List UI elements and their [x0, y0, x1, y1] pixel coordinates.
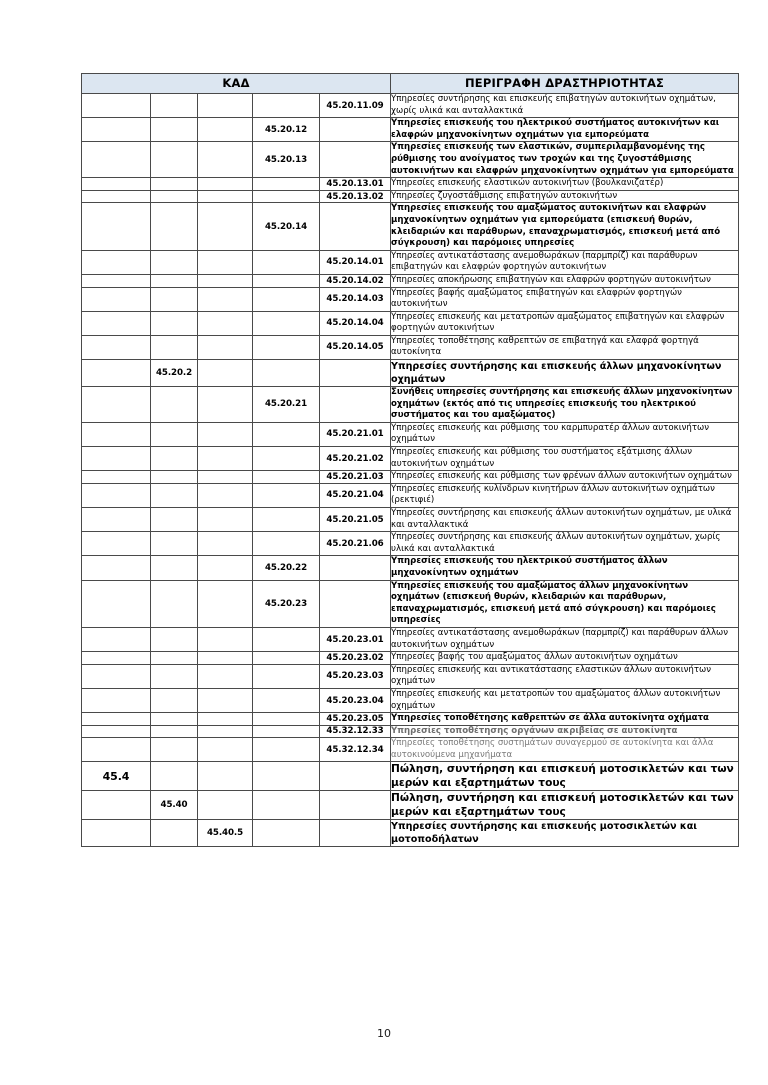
cell-kad-level-4: [253, 483, 320, 507]
cell-kad-level-2: [151, 483, 198, 507]
cell-kad-level-1: [82, 360, 151, 387]
cell-kad-level-5: 45.20.14.01: [320, 250, 391, 274]
cell-kad-level-3: [198, 508, 253, 532]
cell-activity-description: Υπηρεσίες τοποθέτησης καθρεπτών σε άλλα αυτοκίνητα οχήματα: [391, 713, 739, 726]
cell-kad-level-5: 45.20.14.02: [320, 274, 391, 287]
cell-kad-level-4: 45.20.14: [253, 203, 320, 250]
cell-kad-level-1: [82, 713, 151, 726]
cell-kad-level-3: [198, 713, 253, 726]
cell-kad-level-2: [151, 762, 198, 791]
cell-kad-level-4: [253, 422, 320, 446]
cell-kad-level-1: [82, 820, 151, 847]
table-row: [82, 142, 739, 178]
cell-kad-level-5: 45.20.21.04: [320, 483, 391, 507]
cell-kad-level-5: [320, 387, 391, 423]
cell-activity-description: Υπηρεσίες βαφής αμαξώματος επιβατηγών και ελαφρών φορτηγών αυτοκινήτων: [391, 287, 739, 311]
cell-activity-description: Πώληση, συντήρηση και επισκευή μοτοσικλετών και των μερών και εξαρτημάτων τους: [391, 791, 739, 820]
cell-kad-level-5: 45.20.21.06: [320, 532, 391, 556]
cell-kad-level-4: [253, 713, 320, 726]
table-row: [82, 791, 739, 820]
cell-activity-description: Υπηρεσίες επισκευής και μετατροπών αμαξώματος επιβατηγών και ελαφρών φορτηγών αυτοκινήτων: [391, 311, 739, 335]
cell-activity-description: Συνήθεις υπηρεσίες συντήρησης και επισκευής άλλων μηχανοκίνητων οχημάτων (εκτός από τις υπηρεσίες επισκευής του ηλεκτρικού συστήματος και του αμαξώματος): [391, 387, 739, 423]
cell-kad-level-4: [253, 820, 320, 847]
table-row: [82, 190, 739, 203]
cell-kad-level-2: [151, 274, 198, 287]
cell-kad-level-3: [198, 335, 253, 359]
cell-kad-level-1: [82, 190, 151, 203]
cell-kad-level-4: [253, 652, 320, 665]
cell-kad-level-1: [82, 627, 151, 651]
table-row: [82, 94, 739, 118]
cell-kad-level-4: [253, 94, 320, 118]
cell-kad-level-3: [198, 762, 253, 791]
cell-kad-level-1: [82, 118, 151, 142]
table-header-row: [82, 74, 739, 94]
table-row: [82, 627, 739, 651]
cell-kad-level-3: [198, 190, 253, 203]
cell-activity-description: Υπηρεσίες επισκευής και αντικατάστασης ελαστικών άλλων αυτοκινήτων οχημάτων: [391, 664, 739, 688]
cell-activity-description: Υπηρεσίες επισκευής του ηλεκτρικού συστήματος άλλων μηχανοκίνητων οχημάτων: [391, 556, 739, 580]
cell-kad-level-3: [198, 447, 253, 471]
cell-kad-level-4: 45.20.12: [253, 118, 320, 142]
cell-kad-level-4: [253, 762, 320, 791]
cell-activity-description: Πώληση, συντήρηση και επισκευή μοτοσικλετών και των μερών και εξαρτημάτων τους: [391, 762, 739, 791]
cell-kad-level-4: 45.20.23: [253, 580, 320, 627]
table-row: [82, 311, 739, 335]
cell-kad-level-2: [151, 688, 198, 712]
cell-kad-level-2: [151, 250, 198, 274]
cell-kad-level-2: [151, 311, 198, 335]
cell-activity-description: Υπηρεσίες επισκευής ελαστικών αυτοκινήτων (βουλκανιζατέρ): [391, 178, 739, 191]
cell-kad-level-1: 45.4: [82, 762, 151, 791]
table-row: [82, 556, 739, 580]
cell-kad-level-3: [198, 287, 253, 311]
cell-kad-level-4: [253, 311, 320, 335]
cell-kad-level-1: [82, 387, 151, 423]
table-row: [82, 274, 739, 287]
cell-kad-level-2: [151, 178, 198, 191]
cell-kad-level-5: [320, 360, 391, 387]
cell-kad-level-5: [320, 820, 391, 847]
cell-kad-level-3: [198, 471, 253, 484]
table-row: [82, 422, 739, 446]
table-row: [82, 471, 739, 484]
cell-kad-level-4: [253, 250, 320, 274]
cell-kad-level-1: [82, 142, 151, 178]
cell-kad-level-4: [253, 508, 320, 532]
table-row: [82, 287, 739, 311]
cell-activity-description: Υπηρεσίες επισκευής και ρύθμισης του συστήματος εξάτμισης άλλων αυτοκινήτων οχημάτων: [391, 447, 739, 471]
table-row: [82, 360, 739, 387]
cell-kad-level-1: [82, 532, 151, 556]
cell-activity-description: Υπηρεσίες επισκευής και μετατροπών του αμαξώματος άλλων αυτοκινήτων οχημάτων: [391, 688, 739, 712]
cell-kad-level-4: [253, 360, 320, 387]
cell-kad-level-3: [198, 738, 253, 762]
cell-kad-level-1: [82, 580, 151, 627]
cell-kad-level-1: [82, 652, 151, 665]
cell-kad-level-5: 45.20.21.01: [320, 422, 391, 446]
cell-kad-level-4: [253, 532, 320, 556]
table-row: [82, 335, 739, 359]
table-row: [82, 688, 739, 712]
cell-kad-level-1: [82, 447, 151, 471]
cell-activity-description: Υπηρεσίες βαφής του αμαξώματος άλλων αυτοκινήτων οχημάτων: [391, 652, 739, 665]
cell-kad-level-2: [151, 725, 198, 738]
cell-kad-level-4: [253, 287, 320, 311]
cell-kad-level-5: 45.20.13.01: [320, 178, 391, 191]
cell-kad-level-4: 45.20.22: [253, 556, 320, 580]
cell-kad-level-2: [151, 508, 198, 532]
table-body: [82, 94, 739, 847]
cell-kad-level-3: [198, 422, 253, 446]
cell-kad-level-1: [82, 287, 151, 311]
cell-kad-level-5: [320, 118, 391, 142]
cell-kad-level-2: [151, 664, 198, 688]
cell-kad-level-3: [198, 274, 253, 287]
table-row: [82, 387, 739, 423]
table-row: [82, 203, 739, 250]
cell-activity-description: Υπηρεσίες αντικατάστασης ανεμοθωράκων (παρμπρίζ) και παράθυρων άλλων αυτοκινήτων οχημάτων: [391, 627, 739, 651]
cell-kad-level-3: [198, 627, 253, 651]
cell-kad-level-2: [151, 652, 198, 665]
cell-kad-level-3: [198, 203, 253, 250]
cell-kad-level-2: 45.20.2: [151, 360, 198, 387]
cell-kad-level-5: 45.20.23.05: [320, 713, 391, 726]
cell-kad-level-1: [82, 250, 151, 274]
cell-kad-level-4: [253, 688, 320, 712]
cell-kad-level-2: [151, 203, 198, 250]
cell-kad-level-2: [151, 627, 198, 651]
cell-kad-level-4: [253, 274, 320, 287]
cell-kad-level-2: [151, 532, 198, 556]
table-header: [82, 74, 739, 94]
cell-kad-level-3: [198, 118, 253, 142]
column-header-description: ΠΕΡΙΓΡΑΦΗ ΔΡΑΣΤΗΡΙΟΤΗΤΑΣ: [391, 74, 739, 94]
cell-kad-level-4: [253, 447, 320, 471]
kad-activities-table: [81, 73, 739, 847]
cell-kad-level-4: [253, 471, 320, 484]
cell-kad-level-1: [82, 274, 151, 287]
cell-kad-level-5: 45.20.14.03: [320, 287, 391, 311]
cell-kad-level-5: [320, 791, 391, 820]
cell-kad-level-5: [320, 142, 391, 178]
cell-kad-level-3: [198, 178, 253, 191]
cell-activity-description: Υπηρεσίες αποκήρωσης επιβατηγών και ελαφρών φορτηγών αυτοκινήτων: [391, 274, 739, 287]
table-row: [82, 118, 739, 142]
cell-kad-level-1: [82, 311, 151, 335]
cell-kad-level-3: [198, 250, 253, 274]
cell-activity-description: Υπηρεσίες επισκευής κυλίνδρων κινητήρων άλλων αυτοκινήτων οχημάτων (ρεκτιφιέ): [391, 483, 739, 507]
cell-kad-level-3: [198, 142, 253, 178]
table-row: [82, 447, 739, 471]
cell-kad-level-5: 45.20.23.04: [320, 688, 391, 712]
cell-kad-level-1: [82, 335, 151, 359]
table-row: [82, 178, 739, 191]
table-row: [82, 713, 739, 726]
cell-kad-level-5: 45.20.13.02: [320, 190, 391, 203]
cell-kad-level-1: [82, 725, 151, 738]
cell-kad-level-2: [151, 287, 198, 311]
cell-kad-level-5: [320, 203, 391, 250]
cell-kad-level-2: [151, 190, 198, 203]
cell-kad-level-5: [320, 580, 391, 627]
table-row: [82, 483, 739, 507]
cell-kad-level-5: 45.32.12.33: [320, 725, 391, 738]
cell-kad-level-3: [198, 532, 253, 556]
cell-kad-level-2: [151, 556, 198, 580]
cell-kad-level-1: [82, 94, 151, 118]
cell-kad-level-1: [82, 203, 151, 250]
cell-kad-level-1: [82, 508, 151, 532]
cell-kad-level-1: [82, 738, 151, 762]
table-row: [82, 580, 739, 627]
cell-kad-level-2: [151, 447, 198, 471]
cell-kad-level-5: [320, 762, 391, 791]
page-number: 10: [377, 1027, 391, 1040]
cell-kad-level-4: 45.20.21: [253, 387, 320, 423]
cell-kad-level-3: [198, 664, 253, 688]
cell-kad-level-1: [82, 688, 151, 712]
cell-kad-level-3: [198, 556, 253, 580]
table-row: [82, 820, 739, 847]
cell-kad-level-1: [82, 791, 151, 820]
cell-kad-level-5: 45.20.14.04: [320, 311, 391, 335]
column-header-kad: ΚΑΔ: [82, 74, 391, 94]
cell-kad-level-2: [151, 422, 198, 446]
cell-kad-level-4: [253, 178, 320, 191]
cell-kad-level-1: [82, 422, 151, 446]
cell-kad-level-5: [320, 556, 391, 580]
table-row: [82, 725, 739, 738]
cell-activity-description: Υπηρεσίες αντικατάστασης ανεμοθωράκων (παρμπρίζ) και παράθυρων επιβατηγών και ελαφρών φορτηγών αυτοκινήτων: [391, 250, 739, 274]
cell-kad-level-2: [151, 94, 198, 118]
cell-kad-level-5: 45.32.12.34: [320, 738, 391, 762]
cell-activity-description: Υπηρεσίες τοποθέτησης οργάνων ακριβείας σε αυτοκίνητα: [391, 725, 739, 738]
cell-kad-level-1: [82, 664, 151, 688]
cell-kad-level-2: [151, 713, 198, 726]
cell-kad-level-3: [198, 652, 253, 665]
cell-kad-level-2: [151, 580, 198, 627]
cell-activity-description: Υπηρεσίες επισκευής του αμαξώματος αυτοκινήτων και ελαφρών μηχανοκίνητων οχημάτων για εμπορεύματα (επισκευή θυρών, κλειδαριών και παράθυρων, επαναχρωματισμός, επισκευή μετά από σύγκρουση) και παρόμοιες υπηρεσίες: [391, 203, 739, 250]
cell-kad-level-4: [253, 335, 320, 359]
cell-kad-level-3: [198, 94, 253, 118]
cell-kad-level-4: 45.20.13: [253, 142, 320, 178]
table-row: [82, 652, 739, 665]
cell-kad-level-5: 45.20.14.05: [320, 335, 391, 359]
cell-kad-level-5: 45.20.21.02: [320, 447, 391, 471]
cell-activity-description: Υπηρεσίες τοποθέτησης συστημάτων συναγερμού σε αυτοκίνητα και άλλα αυτοκινούμενα μηχανήματα: [391, 738, 739, 762]
cell-activity-description: Υπηρεσίες επισκευής του ηλεκτρικού συστήματος αυτοκινήτων και ελαφρών μηχανοκίνητων οχημάτων για εμπορεύματα: [391, 118, 739, 142]
cell-kad-level-4: [253, 190, 320, 203]
cell-activity-description: Υπηρεσίες επισκευής του αμαξώματος άλλων μηχανοκίνητων οχημάτων (επισκευή θυρών, κλειδαριών και παράθυρων, επαναχρωματισμός, επισκευή μετά από σύγκρουση) και παρόμοιες υπηρεσίες: [391, 580, 739, 627]
cell-kad-level-5: 45.20.11.09: [320, 94, 391, 118]
cell-kad-level-4: [253, 627, 320, 651]
cell-kad-level-4: [253, 791, 320, 820]
table-row: [82, 762, 739, 791]
cell-activity-description: Υπηρεσίες συντήρησης και επισκευής άλλων αυτοκινήτων οχημάτων, με υλικά και ανταλλακτικά: [391, 508, 739, 532]
cell-kad-level-3: [198, 688, 253, 712]
cell-kad-level-4: [253, 664, 320, 688]
cell-kad-level-5: 45.20.21.05: [320, 508, 391, 532]
cell-activity-description: Υπηρεσίες επισκευής των ελαστικών, συμπεριλαμβανομένης της ρύθμισης του ανοίγματος των τροχών και της ζυγοστάθμισης αυτοκινήτων και ελαφρών μηχανοκίνητων οχημάτων για εμπορεύματα: [391, 142, 739, 178]
cell-kad-level-2: [151, 335, 198, 359]
cell-kad-level-1: [82, 178, 151, 191]
table-row: [82, 250, 739, 274]
cell-kad-level-5: 45.20.23.02: [320, 652, 391, 665]
cell-kad-level-2: 45.40: [151, 791, 198, 820]
cell-kad-level-3: [198, 791, 253, 820]
cell-activity-description: Υπηρεσίες συντήρησης και επισκευής άλλων μηχανοκίνητων οχημάτων: [391, 360, 739, 387]
cell-kad-level-2: [151, 387, 198, 423]
cell-kad-level-3: [198, 387, 253, 423]
cell-activity-description: Υπηρεσίες συντήρησης και επισκευής άλλων αυτοκινήτων οχημάτων, χωρίς υλικά και ανταλλακτικά: [391, 532, 739, 556]
cell-kad-level-2: [151, 471, 198, 484]
table-row: [82, 508, 739, 532]
table-row: [82, 738, 739, 762]
cell-kad-level-3: [198, 483, 253, 507]
cell-kad-level-5: 45.20.23.03: [320, 664, 391, 688]
cell-activity-description: Υπηρεσίες επισκευής και ρύθμισης του καρμπυρατέρ άλλων αυτοκινήτων οχημάτων: [391, 422, 739, 446]
table-row: [82, 532, 739, 556]
cell-kad-level-2: [151, 820, 198, 847]
cell-kad-level-4: [253, 725, 320, 738]
cell-kad-level-1: [82, 483, 151, 507]
cell-kad-level-5: 45.20.23.01: [320, 627, 391, 651]
cell-kad-level-1: [82, 471, 151, 484]
cell-kad-level-2: [151, 118, 198, 142]
cell-activity-description: Υπηρεσίες συντήρησης και επισκευής μοτοσικλετών και μοτοποδήλατων: [391, 820, 739, 847]
cell-activity-description: Υπηρεσίες επισκευής και ρύθμισης των φρένων άλλων αυτοκινήτων οχημάτων: [391, 471, 739, 484]
cell-activity-description: Υπηρεσίες τοποθέτησης καθρεπτών σε επιβατηγά και ελαφρά φορτηγά αυτοκίνητα: [391, 335, 739, 359]
cell-activity-description: Υπηρεσίες ζυγοστάθμισης επιβατηγών αυτοκινήτων: [391, 190, 739, 203]
cell-kad-level-2: [151, 142, 198, 178]
cell-kad-level-2: [151, 738, 198, 762]
cell-kad-level-3: 45.40.5: [198, 820, 253, 847]
cell-activity-description: Υπηρεσίες συντήρησης και επισκευής επιβατηγών αυτοκινήτων οχημάτων, χωρίς υλικά και ανταλλακτικά: [391, 94, 739, 118]
cell-kad-level-4: [253, 738, 320, 762]
cell-kad-level-3: [198, 580, 253, 627]
cell-kad-level-1: [82, 556, 151, 580]
cell-kad-level-3: [198, 311, 253, 335]
cell-kad-level-5: 45.20.21.03: [320, 471, 391, 484]
table-row: [82, 664, 739, 688]
cell-kad-level-3: [198, 360, 253, 387]
cell-kad-level-3: [198, 725, 253, 738]
